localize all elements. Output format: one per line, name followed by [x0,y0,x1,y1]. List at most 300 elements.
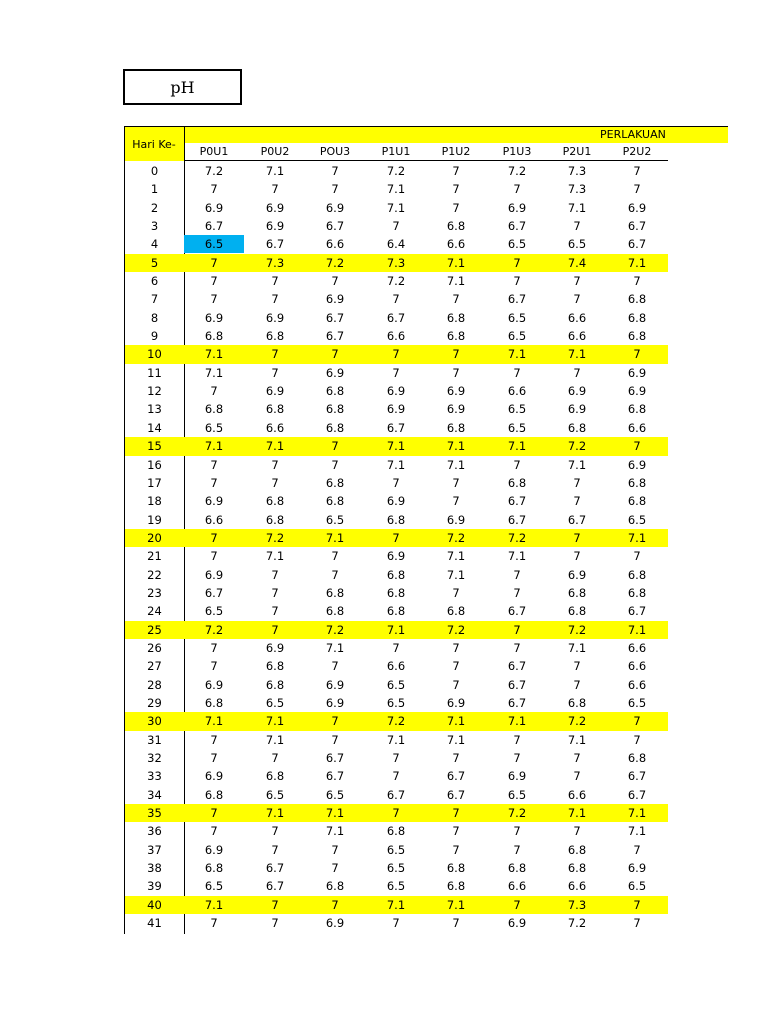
value-cell-p2u2[interactable]: 7 [633,549,641,564]
value-cell-p2u1[interactable]: 6.6 [567,310,587,325]
value-cell-p1u3[interactable]: 6.7 [507,604,527,619]
value-cell-p1u1[interactable]: 7.2 [386,164,406,178]
value-cell-p0u1[interactable]: 7 [210,182,218,197]
day-cell[interactable]: 5 [150,255,159,270]
value-cell-pou3[interactable]: 6.7 [325,769,345,784]
value-cell-p1u1[interactable]: 7 [392,347,400,362]
value-cell-p1u3[interactable]: 7 [513,567,521,582]
value-cell-p0u1[interactable]: 6.5 [204,604,224,619]
value-cell-p1u1[interactable]: 7 [392,530,400,545]
value-cell-p0u1[interactable]: 6.9 [204,567,224,582]
value-cell-pou3[interactable]: 6.8 [325,402,345,417]
value-cell-p1u2[interactable]: 7.1 [446,567,466,582]
value-cell-p1u2[interactable]: 7 [452,200,460,215]
value-cell-p2u2[interactable]: 6.6 [627,659,647,674]
value-cell-p0u1[interactable]: 6.9 [204,769,224,784]
value-cell-p1u3[interactable]: 7 [513,622,521,637]
value-cell-p2u1[interactable]: 6.8 [567,695,587,710]
column-header-p1u2[interactable]: P1U2 [441,145,471,158]
value-cell-p0u2[interactable]: 6.5 [265,695,285,710]
value-cell-p1u1[interactable]: 6.5 [386,695,406,710]
value-cell-p1u2[interactable]: 6.8 [446,329,466,344]
value-cell-p1u3[interactable]: 6.7 [507,494,527,509]
value-cell-p1u3[interactable]: 6.5 [507,237,527,252]
value-cell-p1u1[interactable]: 6.9 [386,402,406,417]
value-cell-p2u2[interactable]: 6.9 [627,365,647,380]
value-cell-p1u2[interactable]: 7.1 [446,732,466,747]
value-cell-p1u1[interactable]: 7 [392,292,400,307]
value-cell-p0u1[interactable]: 6.7 [204,219,224,234]
value-cell-p2u1[interactable]: 7.2 [567,916,587,931]
value-cell-p0u2[interactable]: 6.9 [265,384,285,399]
value-cell-p2u2[interactable]: 7 [633,274,641,289]
day-cell[interactable]: 10 [147,347,162,362]
value-cell-pou3[interactable]: 6.7 [325,329,345,344]
value-cell-p2u1[interactable]: 7.3 [567,897,587,912]
value-cell-p2u2[interactable]: 7.1 [627,255,647,270]
value-cell-p1u2[interactable]: 6.9 [446,695,466,710]
value-cell-p1u2[interactable]: 7.2 [446,530,466,545]
value-cell-p1u3[interactable]: 7 [513,457,521,472]
value-cell-p1u3[interactable]: 7 [513,640,521,655]
value-cell-p0u2[interactable]: 6.6 [265,420,285,435]
day-cell[interactable]: 13 [147,402,162,417]
column-header-p1u1[interactable]: P1U1 [381,145,411,158]
value-cell-p2u1[interactable]: 7.1 [567,640,587,655]
day-cell[interactable]: 12 [147,384,162,399]
value-cell-p0u1[interactable]: 7 [210,806,218,821]
value-cell-p2u1[interactable]: 6.7 [567,512,587,527]
value-cell-p0u1[interactable]: 6.9 [204,677,224,692]
day-cell[interactable]: 8 [150,310,159,325]
value-cell-p2u2[interactable]: 7.1 [627,806,647,821]
day-cell[interactable]: 15 [147,439,162,454]
day-cell[interactable]: 4 [150,237,159,252]
value-cell-p2u1[interactable]: 7 [573,494,581,509]
value-cell-p0u1[interactable]: 7 [210,659,218,674]
value-cell-p0u2[interactable]: 7.1 [265,549,285,564]
value-cell-p1u2[interactable]: 7.1 [446,897,466,912]
value-cell-p2u2[interactable]: 6.7 [627,237,647,252]
value-cell-p1u2[interactable]: 7.1 [446,274,466,289]
value-cell-p2u2[interactable]: 6.8 [627,567,647,582]
day-cell[interactable]: 9 [150,329,159,344]
value-cell-p2u1[interactable]: 7.1 [567,806,587,821]
day-column-header[interactable]: Hari Ke- [124,126,184,161]
value-cell-pou3[interactable]: 6.8 [325,384,345,399]
day-cell[interactable]: 29 [147,695,162,710]
value-cell-pou3[interactable]: 7.1 [325,530,345,545]
value-cell-p1u3[interactable]: 7.1 [507,714,527,729]
value-cell-p1u3[interactable]: 6.6 [507,879,527,894]
value-cell-p2u1[interactable]: 6.6 [567,879,587,894]
value-cell-p1u3[interactable]: 7 [513,824,521,839]
value-cell-p1u3[interactable]: 6.7 [507,219,527,234]
value-cell-p2u2[interactable]: 7 [633,714,641,729]
day-cell[interactable]: 38 [147,861,162,876]
day-cell[interactable]: 30 [147,714,162,729]
value-cell-p1u1[interactable]: 6.8 [386,512,406,527]
value-cell-p2u2[interactable]: 6.6 [627,640,647,655]
value-cell-pou3[interactable]: 6.8 [325,494,345,509]
value-cell-p0u2[interactable]: 7.1 [265,732,285,747]
value-cell-p0u1[interactable]: 7 [210,274,218,289]
value-cell-p1u3[interactable]: 6.9 [507,916,527,931]
value-cell-p1u2[interactable]: 6.8 [446,310,466,325]
value-cell-p2u2[interactable]: 6.8 [627,475,647,490]
day-cell[interactable]: 37 [147,842,162,857]
day-cell[interactable]: 19 [147,512,162,527]
value-cell-p2u1[interactable]: 7 [573,292,581,307]
value-cell-p2u1[interactable]: 6.9 [567,402,587,417]
value-cell-p2u2[interactable]: 6.9 [627,384,647,399]
value-cell-p1u3[interactable]: 6.7 [507,659,527,674]
value-cell-p0u1[interactable]: 6.7 [204,585,224,600]
value-cell-p0u2[interactable]: 6.8 [265,329,285,344]
value-cell-p0u2[interactable]: 7.3 [265,255,285,270]
value-cell-p2u2[interactable]: 7 [633,347,641,362]
value-cell-pou3[interactable]: 7 [331,457,339,472]
value-cell-p2u1[interactable]: 7.3 [567,164,587,178]
value-cell-pou3[interactable]: 7 [331,274,339,289]
value-cell-p0u1[interactable]: 6.8 [204,329,224,344]
value-cell-p1u1[interactable]: 7 [392,751,400,765]
value-cell-p0u2[interactable]: 7.2 [265,530,285,545]
column-header-pou3[interactable]: POU3 [319,145,351,158]
value-cell-p1u2[interactable]: 7 [452,824,460,839]
value-cell-p1u1[interactable]: 7.3 [386,255,406,270]
value-cell-p0u1[interactable]: 7.1 [204,714,224,729]
day-cell[interactable]: 26 [147,640,162,655]
value-cell-p1u3[interactable]: 7 [513,585,521,600]
value-cell-p1u2[interactable]: 6.8 [446,879,466,894]
value-cell-pou3[interactable]: 7.2 [325,622,345,637]
value-cell-p1u3[interactable]: 6.7 [507,695,527,710]
day-cell[interactable]: 40 [147,897,162,912]
value-cell-p1u1[interactable]: 6.9 [386,494,406,509]
value-cell-p1u1[interactable]: 7 [392,365,400,380]
value-cell-p0u1[interactable]: 6.5 [184,235,244,253]
value-cell-p0u2[interactable]: 7 [271,751,279,765]
value-cell-p0u2[interactable]: 7 [271,292,279,307]
value-cell-p1u2[interactable]: 7 [452,182,460,197]
value-cell-pou3[interactable]: 6.7 [325,751,345,765]
value-cell-p1u2[interactable]: 7.1 [446,457,466,472]
value-cell-p1u2[interactable]: 7 [452,347,460,362]
value-cell-pou3[interactable]: 6.5 [325,512,345,527]
value-cell-p1u3[interactable]: 6.7 [507,292,527,307]
value-cell-p1u2[interactable]: 6.6 [446,237,466,252]
value-cell-p1u3[interactable]: 7 [513,732,521,747]
value-cell-p1u1[interactable]: 6.7 [386,787,406,802]
day-cell[interactable]: 25 [147,622,162,637]
day-cell[interactable]: 11 [147,365,162,380]
value-cell-p0u1[interactable]: 7 [210,549,218,564]
day-cell[interactable]: 28 [147,677,162,692]
value-cell-p1u3[interactable]: 7 [513,255,521,270]
day-cell[interactable]: 22 [147,567,162,582]
value-cell-p1u1[interactable]: 7 [392,475,400,490]
value-cell-p1u2[interactable]: 6.8 [446,861,466,876]
value-cell-p2u2[interactable]: 6.8 [627,402,647,417]
value-cell-p0u2[interactable]: 7 [271,604,279,619]
value-cell-pou3[interactable]: 6.5 [325,787,345,802]
value-cell-p0u1[interactable]: 6.5 [204,879,224,894]
value-cell-p1u1[interactable]: 6.7 [386,420,406,435]
day-cell[interactable]: 34 [147,787,162,802]
value-cell-pou3[interactable]: 6.9 [325,292,345,307]
value-cell-p0u1[interactable]: 7 [210,475,218,490]
value-cell-p2u2[interactable]: 6.6 [627,677,647,692]
value-cell-p1u3[interactable]: 6.7 [507,677,527,692]
value-cell-p1u2[interactable]: 7.1 [446,255,466,270]
value-cell-p0u1[interactable]: 6.9 [204,200,224,215]
value-cell-p1u1[interactable]: 7 [392,806,400,821]
value-cell-p1u1[interactable]: 6.4 [386,237,406,252]
value-cell-pou3[interactable]: 7 [331,439,339,454]
value-cell-p2u1[interactable]: 7 [573,475,581,490]
value-cell-p1u1[interactable]: 7.1 [386,200,406,215]
value-cell-p0u2[interactable]: 6.9 [265,310,285,325]
value-cell-p0u1[interactable]: 6.8 [204,861,224,876]
value-cell-p2u1[interactable]: 6.8 [567,842,587,857]
value-cell-p0u1[interactable]: 7 [210,751,218,765]
value-cell-p2u1[interactable]: 6.9 [567,567,587,582]
value-cell-p1u1[interactable]: 7 [392,219,400,234]
value-cell-pou3[interactable]: 7.2 [325,255,345,270]
value-cell-p1u1[interactable]: 7.2 [386,714,406,729]
column-header-p2u2[interactable]: P2U2 [622,145,652,158]
value-cell-p2u1[interactable]: 6.5 [567,237,587,252]
value-cell-p1u3[interactable]: 7.2 [507,164,527,178]
day-cell[interactable]: 31 [147,732,162,747]
value-cell-pou3[interactable]: 7 [331,182,339,197]
value-cell-p0u2[interactable]: 7.1 [265,806,285,821]
value-cell-p1u3[interactable]: 6.5 [507,402,527,417]
value-cell-p1u3[interactable]: 6.9 [507,769,527,784]
value-cell-p0u2[interactable]: 7.1 [265,164,285,178]
value-cell-p2u1[interactable]: 7.2 [567,439,587,454]
value-cell-p2u1[interactable]: 7 [573,751,581,765]
value-cell-p1u3[interactable]: 7.1 [507,347,527,362]
day-cell[interactable]: 41 [147,916,162,931]
value-cell-p0u1[interactable]: 6.9 [204,842,224,857]
value-cell-p0u1[interactable]: 6.8 [204,695,224,710]
value-cell-p1u2[interactable]: 7.1 [446,714,466,729]
value-cell-p2u1[interactable]: 7 [573,219,581,234]
value-cell-p1u3[interactable]: 6.7 [507,512,527,527]
value-cell-p1u2[interactable]: 7 [452,585,460,600]
value-cell-p0u2[interactable]: 6.8 [265,402,285,417]
value-cell-p2u2[interactable]: 7 [633,916,641,931]
value-cell-p2u1[interactable]: 7.1 [567,200,587,215]
value-cell-p0u2[interactable]: 7.1 [265,439,285,454]
value-cell-p1u3[interactable]: 7 [513,274,521,289]
value-cell-p0u1[interactable]: 7 [210,384,218,399]
value-cell-p1u3[interactable]: 7 [513,897,521,912]
column-header-p2u1[interactable]: P2U1 [562,145,592,158]
value-cell-p1u2[interactable]: 6.8 [446,604,466,619]
value-cell-pou3[interactable]: 6.7 [325,219,345,234]
value-cell-p1u2[interactable]: 7 [452,475,460,490]
value-cell-p0u2[interactable]: 7 [271,916,279,931]
value-cell-p1u1[interactable]: 6.8 [386,604,406,619]
day-cell[interactable]: 21 [147,549,162,564]
value-cell-pou3[interactable]: 6.9 [325,916,345,931]
value-cell-p0u2[interactable]: 6.9 [265,200,285,215]
day-cell[interactable]: 2 [150,200,159,215]
value-cell-p1u2[interactable]: 7 [452,365,460,380]
value-cell-pou3[interactable]: 7 [331,861,339,876]
value-cell-p2u1[interactable]: 7.2 [567,622,587,637]
value-cell-p0u2[interactable]: 7 [271,622,279,637]
value-cell-p1u2[interactable]: 6.9 [446,402,466,417]
day-cell[interactable]: 20 [147,530,162,545]
day-cell[interactable]: 0 [150,164,159,178]
column-header-p0u1[interactable]: P0U1 [199,145,229,158]
day-cell[interactable]: 33 [147,769,162,784]
value-cell-p1u2[interactable]: 6.9 [446,384,466,399]
value-cell-p0u1[interactable]: 6.6 [204,512,224,527]
value-cell-p2u2[interactable]: 6.8 [627,329,647,344]
value-cell-p0u2[interactable]: 7 [271,567,279,582]
value-cell-pou3[interactable]: 6.9 [325,200,345,215]
value-cell-p2u1[interactable]: 6.8 [567,420,587,435]
value-cell-p1u3[interactable]: 6.6 [507,384,527,399]
value-cell-pou3[interactable]: 6.8 [325,585,345,600]
value-cell-p0u1[interactable]: 7.1 [204,897,224,912]
value-cell-p1u2[interactable]: 7 [452,494,460,509]
sheet-title[interactable]: pH [123,69,242,105]
value-cell-pou3[interactable]: 7 [331,897,339,912]
value-cell-p2u1[interactable]: 6.8 [567,585,587,600]
value-cell-p1u3[interactable]: 7 [513,751,521,765]
value-cell-p0u1[interactable]: 7 [210,732,218,747]
value-cell-p0u2[interactable]: 6.8 [265,769,285,784]
value-cell-p1u1[interactable]: 6.5 [386,677,406,692]
value-cell-p1u2[interactable]: 7.1 [446,549,466,564]
value-cell-p1u1[interactable]: 6.6 [386,329,406,344]
value-cell-p1u2[interactable]: 7 [452,842,460,857]
value-cell-p0u1[interactable]: 7.1 [204,439,224,454]
day-cell[interactable]: 7 [150,292,159,307]
value-cell-p0u2[interactable]: 7 [271,585,279,600]
day-cell[interactable]: 3 [150,219,159,234]
value-cell-pou3[interactable]: 6.8 [325,879,345,894]
value-cell-p1u3[interactable]: 6.9 [507,200,527,215]
day-cell[interactable]: 17 [147,475,162,490]
value-cell-p0u2[interactable]: 6.7 [265,237,285,252]
value-cell-p0u2[interactable]: 6.7 [265,879,285,894]
value-cell-p2u2[interactable]: 7 [633,182,641,197]
value-cell-p1u1[interactable]: 7 [392,769,400,784]
value-cell-p1u1[interactable]: 6.6 [386,659,406,674]
value-cell-p1u1[interactable]: 6.7 [386,310,406,325]
value-cell-p0u1[interactable]: 7.1 [204,347,224,362]
day-cell[interactable]: 24 [147,604,162,619]
value-cell-p1u1[interactable]: 6.9 [386,384,406,399]
value-cell-p0u2[interactable]: 7 [271,274,279,289]
value-cell-p2u1[interactable]: 7 [573,677,581,692]
value-cell-p0u2[interactable]: 7 [271,475,279,490]
value-cell-p1u1[interactable]: 7.1 [386,732,406,747]
value-cell-p0u2[interactable]: 6.9 [265,640,285,655]
value-cell-p1u3[interactable]: 7 [513,842,521,857]
value-cell-p1u1[interactable]: 6.5 [386,842,406,857]
value-cell-p0u2[interactable]: 6.9 [265,219,285,234]
value-cell-p2u2[interactable]: 6.7 [627,787,647,802]
value-cell-p2u2[interactable]: 6.7 [627,769,647,784]
value-cell-p1u2[interactable]: 6.7 [446,787,466,802]
value-cell-p2u2[interactable]: 6.9 [627,200,647,215]
value-cell-p2u2[interactable]: 6.9 [627,861,647,876]
value-cell-p1u3[interactable]: 6.5 [507,310,527,325]
value-cell-p2u2[interactable]: 7.1 [627,622,647,637]
value-cell-p1u1[interactable]: 7.1 [386,897,406,912]
value-cell-p1u2[interactable]: 7.1 [446,439,466,454]
value-cell-p0u1[interactable]: 7.2 [204,164,224,178]
value-cell-p0u1[interactable]: 7 [210,457,218,472]
value-cell-pou3[interactable]: 7 [331,714,339,729]
value-cell-p1u1[interactable]: 6.5 [386,879,406,894]
value-cell-p1u3[interactable]: 6.5 [507,787,527,802]
value-cell-pou3[interactable]: 6.8 [325,604,345,619]
value-cell-pou3[interactable]: 7 [331,732,339,747]
value-cell-p0u2[interactable]: 7 [271,842,279,857]
value-cell-p1u1[interactable]: 7.1 [386,622,406,637]
day-cell[interactable]: 39 [147,879,162,894]
value-cell-p2u2[interactable]: 6.7 [627,604,647,619]
value-cell-p2u2[interactable]: 6.5 [627,512,647,527]
value-cell-pou3[interactable]: 6.9 [325,677,345,692]
value-cell-p2u1[interactable]: 7 [573,659,581,674]
value-cell-p1u3[interactable]: 7.2 [507,806,527,821]
value-cell-p1u2[interactable]: 6.8 [446,420,466,435]
value-cell-p1u1[interactable]: 7.1 [386,182,406,197]
value-cell-p2u2[interactable]: 7 [633,439,641,454]
value-cell-p1u2[interactable]: 7 [452,640,460,655]
value-cell-p1u3[interactable]: 7.1 [507,549,527,564]
value-cell-p2u2[interactable]: 7 [633,732,641,747]
value-cell-p1u2[interactable]: 6.7 [446,769,466,784]
value-cell-p2u2[interactable]: 7 [633,164,641,178]
value-cell-p1u2[interactable]: 6.9 [446,512,466,527]
value-cell-p1u2[interactable]: 7 [452,806,460,821]
value-cell-p2u2[interactable]: 6.9 [627,457,647,472]
value-cell-p1u2[interactable]: 7 [452,916,460,931]
value-cell-p0u2[interactable]: 7 [271,824,279,839]
value-cell-pou3[interactable]: 7 [331,549,339,564]
value-cell-p2u1[interactable]: 7.1 [567,457,587,472]
column-header-p0u2[interactable]: P0U2 [260,145,290,158]
value-cell-pou3[interactable]: 7.1 [325,824,345,839]
value-cell-p0u2[interactable]: 7 [271,365,279,380]
value-cell-p1u1[interactable]: 7 [392,640,400,655]
value-cell-p0u1[interactable]: 7 [210,916,218,931]
value-cell-p0u2[interactable]: 6.8 [265,512,285,527]
value-cell-p2u1[interactable]: 6.8 [567,604,587,619]
value-cell-p1u1[interactable]: 6.8 [386,567,406,582]
value-cell-p0u2[interactable]: 7 [271,182,279,197]
value-cell-pou3[interactable]: 6.9 [325,365,345,380]
value-cell-p0u1[interactable]: 6.8 [204,402,224,417]
value-cell-p0u2[interactable]: 6.5 [265,787,285,802]
value-cell-p1u2[interactable]: 7 [452,751,460,765]
value-cell-pou3[interactable]: 6.8 [325,475,345,490]
day-cell[interactable]: 23 [147,585,162,600]
value-cell-p1u3[interactable]: 7 [513,182,521,197]
value-cell-p2u1[interactable]: 7 [573,530,581,545]
